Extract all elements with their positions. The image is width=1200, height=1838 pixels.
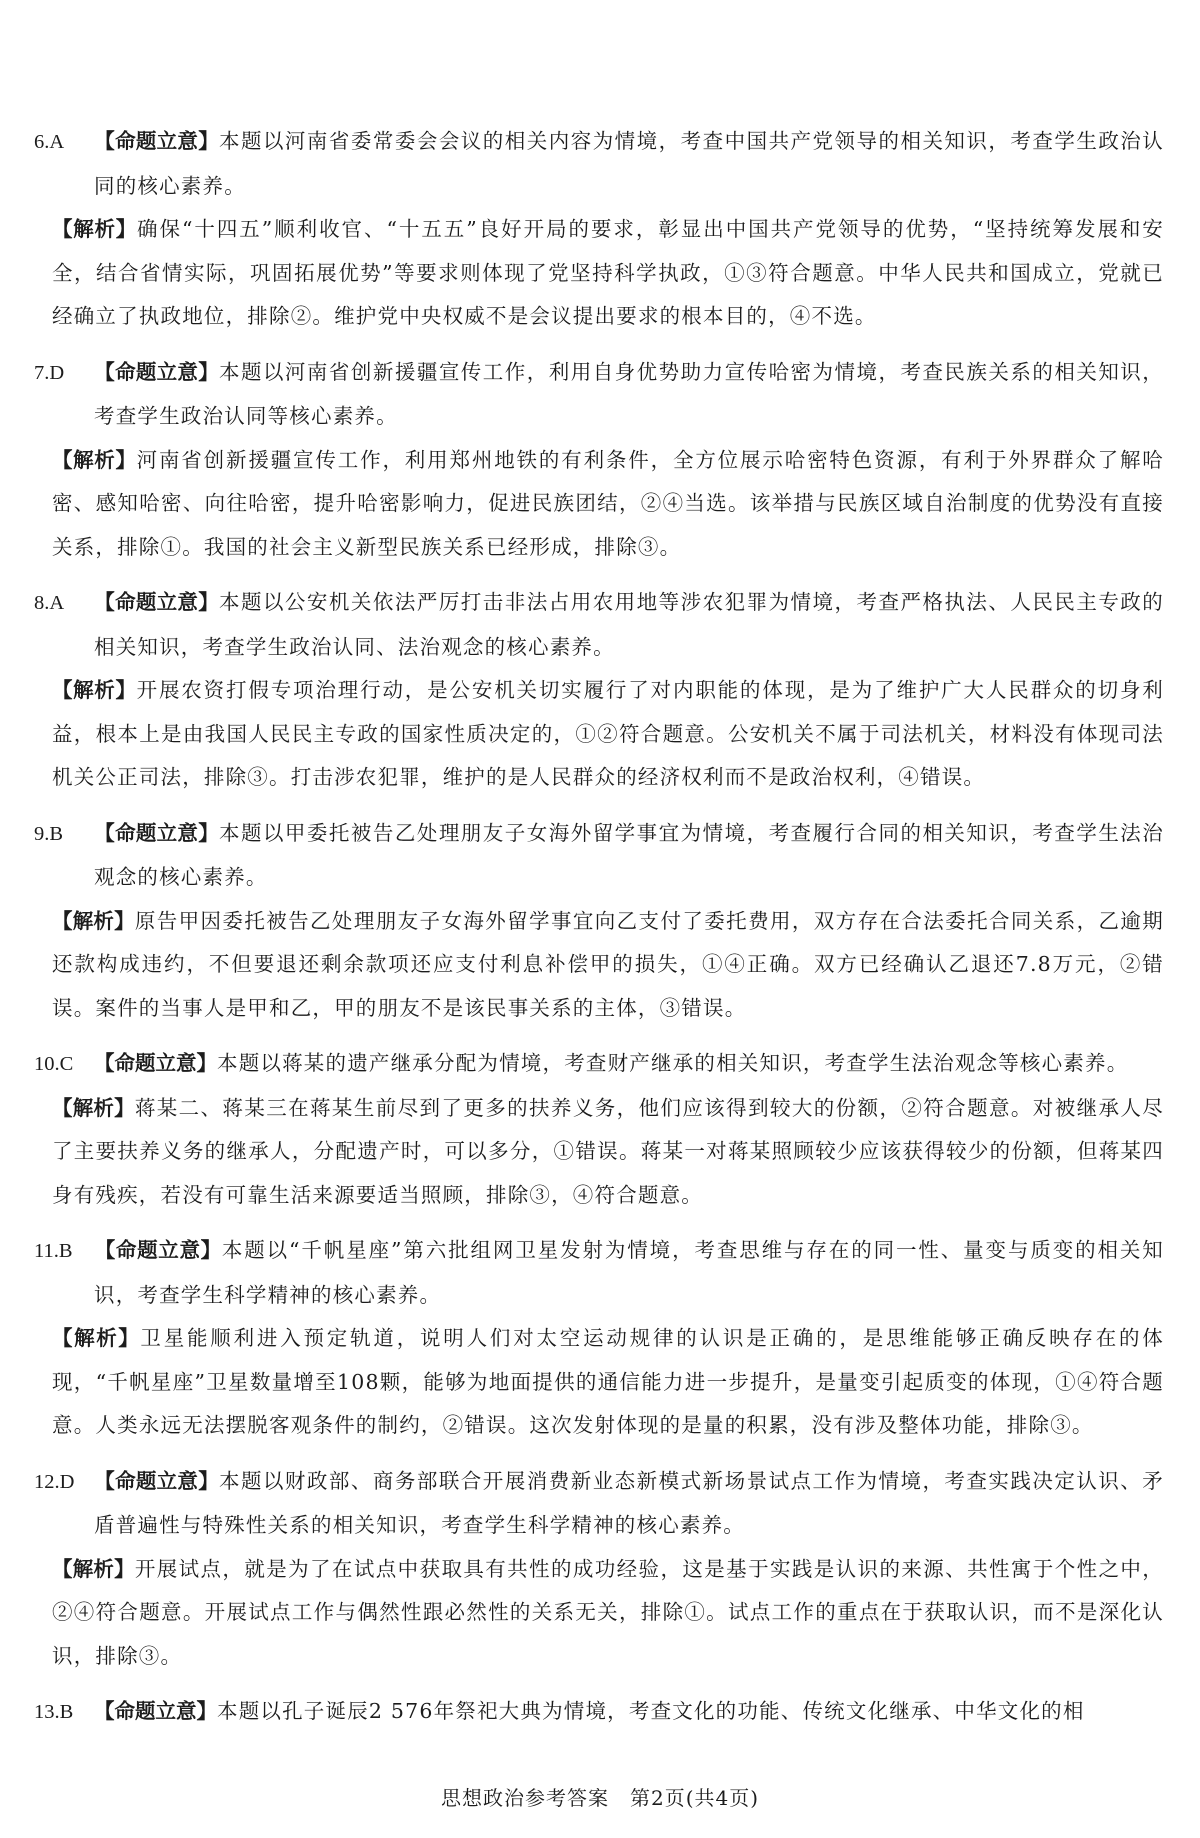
answer-item (34, 120, 1164, 339)
intent-label: 【命题立意】 (94, 1699, 217, 1723)
answer-item (34, 1460, 1164, 1679)
analysis-text: 河南省创新援疆宣传工作，利用郑州地铁的有利条件，全方位展示哈密特色资源，有利于外界群众了解哈密、感知哈密、向往哈密，提升哈密影响力，促进民族团结，②④当选。该举措与民族区域自治制度的优势没有直接关系，排除①。我国的社会主义新型民族关系已经形成，排除③。 (52, 447, 1165, 559)
analysis-label: 【解析】 (52, 1556, 135, 1581)
analysis-label: 【解析】 (52, 447, 137, 472)
question-stem (34, 120, 1164, 208)
analysis-text: 开展试点，就是为了在试点中获取具有共性的成功经验，这是基于实践是认识的来源、共性寓于个性之中，②④符合题意。开展试点工作与偶然性跟必然性的关系无关，排除①。试点工作的重点在于获取认识，而不是深化认识，排除③。 (52, 1556, 1164, 1668)
intent-text: 本题以财政部、商务部联合开展消费新业态新模式新场景试点工作为情境，考查实践决定认识、矛盾普遍性与特殊性关系的相关知识，考查学生科学精神的核心素养。 (94, 1468, 1164, 1537)
intent-text: 本题以公安机关依法严厉打击非法占用农用地等涉农犯罪为情境，考查严格执法、人民民主专政的相关知识，考查学生政治认同、法治观念的核心素养。 (94, 590, 1164, 659)
analysis-text: 开展农资打假专项治理行动，是公安机关切实履行了对内职能的体现，是为了维护广大人民群众的切身利益，根本上是由我国人民民主专政的国家性质决定的，①②符合题意。公安机关不属于司法机关，材料没有体现司法机关公正司法，排除③。打击涉农犯罪，维护的是人民群众的经济权利而不是政治权利，④错误。 (52, 678, 1165, 789)
intent-label: 【命题立意】 (94, 129, 219, 153)
analysis (34, 208, 1164, 339)
answer-item (34, 1229, 1164, 1448)
analysis-label: 【解析】 (52, 217, 138, 241)
intent-text: 本题以河南省创新援疆宣传工作，利用自身优势助力宣传哈密为情境，考查民族关系的相关知识，考查学生政治认同等核心素养。 (94, 359, 1164, 428)
answer-list (34, 120, 1164, 1735)
intent-text: 本题以甲委托被告乙处理朋友子女海外留学事宜为情境，考查履行合同的相关知识，考查学生法治观念的核心素养。 (94, 820, 1164, 889)
answer-item (34, 1042, 1164, 1217)
answer-item (34, 351, 1164, 570)
question-number: 8.A (34, 592, 65, 614)
question-number: 11.B (34, 1240, 73, 1262)
question-stem (34, 812, 1164, 900)
analysis (34, 669, 1164, 800)
analysis-label: 【解析】 (52, 908, 135, 933)
analysis (34, 1548, 1164, 1679)
intent-label: 【命题立意】 (94, 359, 219, 384)
analysis (34, 439, 1164, 570)
question-stem (34, 351, 1164, 439)
analysis-label: 【解析】 (52, 1095, 135, 1120)
question-number: 10.C (34, 1053, 74, 1075)
intent-label: 【命题立意】 (94, 1051, 217, 1075)
question-stem (34, 1042, 1164, 1087)
answer-item (34, 812, 1164, 1031)
question-stem (34, 581, 1164, 669)
answer-item (34, 581, 1164, 800)
intent-label: 【命题立意】 (94, 590, 219, 614)
question-number: 6.A (34, 131, 65, 153)
intent-text: 本题以蒋某的遗产继承分配为情境，考查财产继承的相关知识，考查学生法治观念等核心素养。 (217, 1051, 1129, 1075)
question-number: 13.B (34, 1701, 74, 1723)
analysis-label: 【解析】 (52, 1326, 141, 1350)
answer-item (34, 1690, 1164, 1735)
intent-label: 【命题立意】 (94, 1238, 222, 1262)
analysis-label: 【解析】 (52, 678, 137, 702)
analysis-text: 蒋某二、蒋某三在蒋某生前尽到了更多的扶养义务，他们应该得到较大的份额，②符合题意。对被继承人尽了主要扶养义务的继承人，分配遗产时，可以多分，①错误。蒋某一对蒋某照顾较少应该获得较少的份额，但蒋某四身有残疾，若没有可靠生活来源要适当照顾，排除③，④符合题意。 (52, 1095, 1164, 1207)
question-stem (34, 1229, 1164, 1317)
intent-text: 本题以“千帆星座”第六批组网卫星发射为情境，考查思维与存在的同一性、量变与质变的相关知识，考查学生科学精神的核心素养。 (94, 1238, 1165, 1307)
question-number: 7.D (34, 361, 65, 384)
analysis (34, 900, 1164, 1031)
question-stem (34, 1690, 1164, 1735)
intent-label: 【命题立意】 (94, 1468, 219, 1493)
intent-text: 本题以孔子诞辰2 576年祭祀大典为情境，考查文化的功能、传统文化继承、中华文化的相 (217, 1699, 1085, 1723)
intent-label: 【命题立意】 (94, 820, 219, 845)
question-stem (34, 1460, 1164, 1548)
analysis-text: 原告甲因委托被告乙处理朋友子女海外留学事宜向乙支付了委托费用，双方存在合法委托合同关系，乙逾期还款构成违约，不但要退还剩余款项还应支付利息补偿甲的损失，①④正确。双方已经确认乙退还7.8万元，②错误。案件的当事人是甲和乙，甲的朋友不是该民事关系的主体，③错误。 (52, 908, 1164, 1020)
analysis-text: 确保“十四五”顺利收官、“十五五”良好开局的要求，彰显出中国共产党领导的优势，“坚持统筹发展和安全，结合省情实际，巩固拓展优势”等要求则体现了党坚持科学执政，①③符合题意。中华人民共和国成立，党就已经确立了执政地位，排除②。维护党中央权威不是会议提出要求的根本目的，④不选。 (52, 217, 1165, 328)
analysis (34, 1087, 1164, 1218)
page-footer: 思想政治参考答案 第2页(共4页) (440, 1786, 760, 1810)
intent-text: 本题以河南省委常委会会议的相关内容为情境，考查中国共产党领导的相关知识，考查学生政治认同的核心素养。 (94, 129, 1164, 198)
question-number: 9.B (34, 822, 64, 845)
analysis (34, 1317, 1164, 1448)
question-number: 12.D (34, 1470, 75, 1493)
analysis-text: 卫星能顺利进入预定轨道，说明人们对太空运动规律的认识是正确的，是思维能够正确反映存在的体现，“千帆星座”卫星数量增至108颗，能够为地面提供的通信能力进一步提升，是量变引起质变的体现，①④符合题意。人类永远无法摆脱客观条件的制约，②错误。这次发射体现的是量的积累，没有涉及整体功能，排除③。 (52, 1326, 1164, 1437)
